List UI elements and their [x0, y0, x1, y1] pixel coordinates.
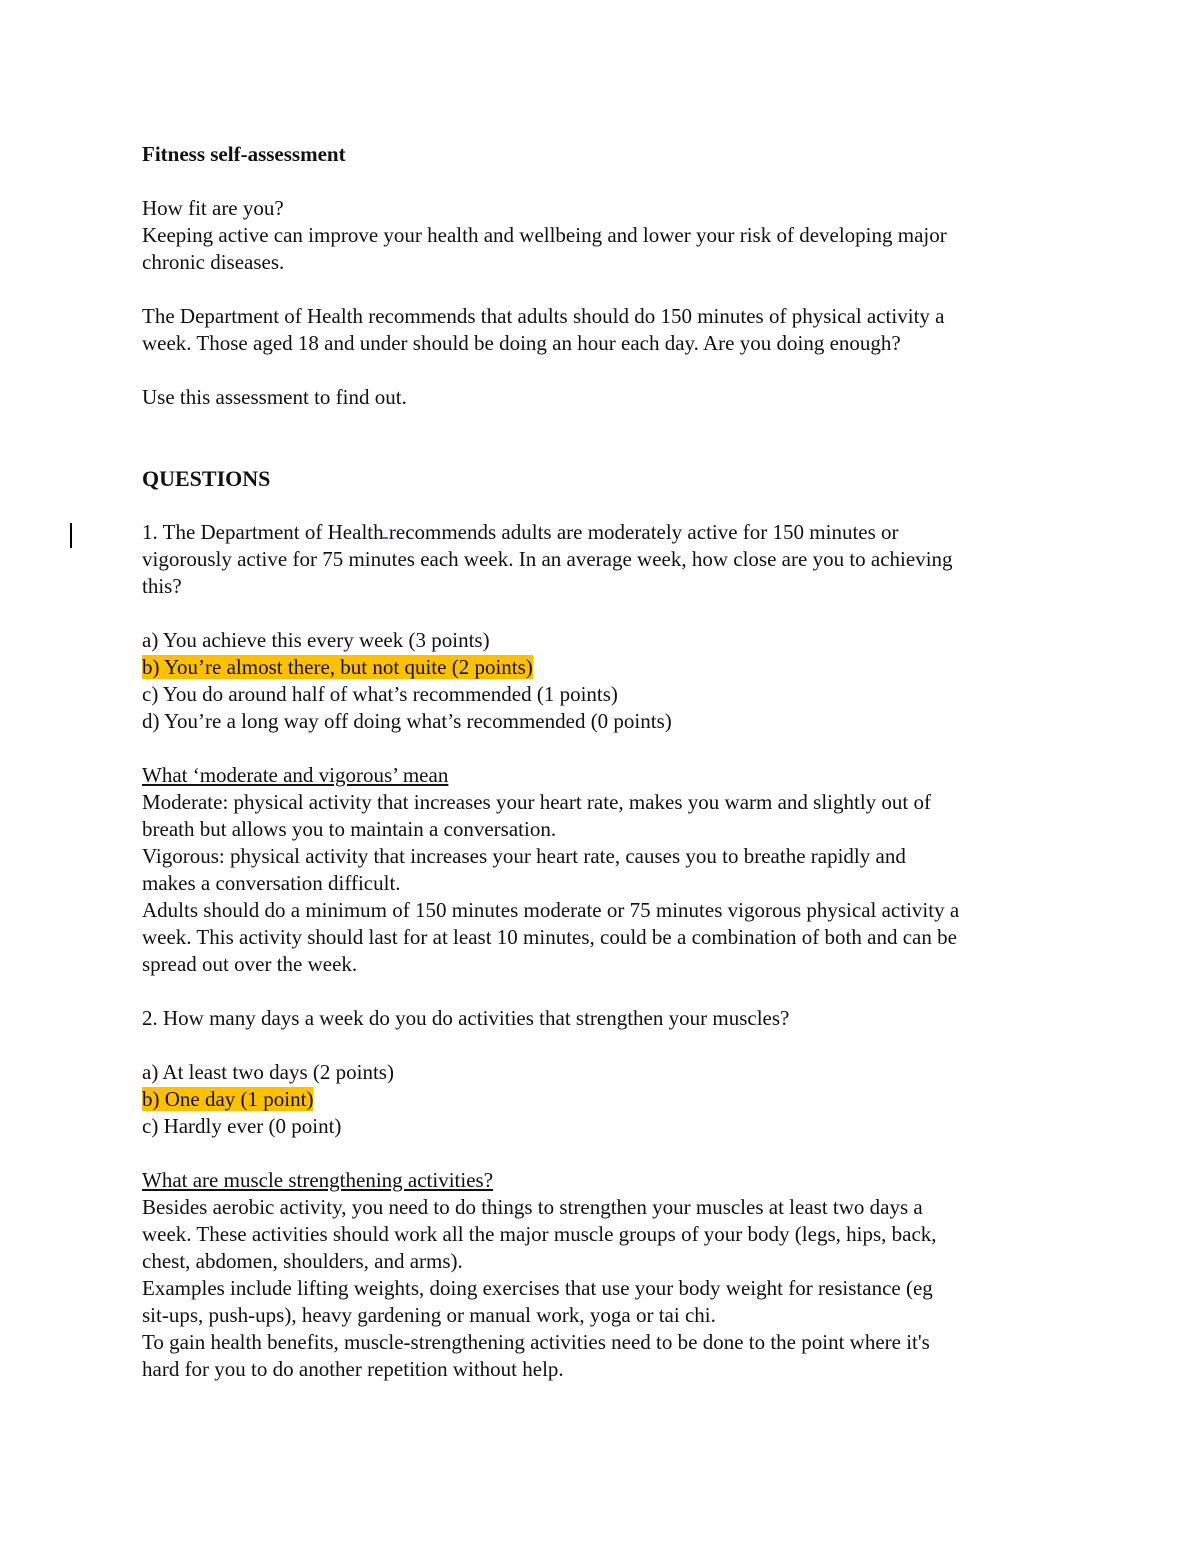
question-2-line: 2. How many days a week do you do activities that strengthen your muscles? [142, 1006, 790, 1030]
q1-note-line: Vigorous: physical activity that increases your heart rate, causes you to breathe rapidly and [142, 844, 906, 868]
intro-paragraph-line: Keeping active can improve your health and wellbeing and lower your risk of developing major [142, 223, 947, 247]
highlighted-answer: b) One day (1 point) [142, 1087, 314, 1111]
q2-option-c: c) Hardly ever (0 point) [142, 1114, 342, 1138]
document-title: Fitness self-assessment [142, 142, 346, 166]
q2-option-a: a) At least two days (2 points) [142, 1060, 394, 1084]
q2-note-line: sit-ups, push-ups), heavy gardening or manual work, yoga or tai chi. [142, 1303, 716, 1327]
recommendation-line: The Department of Health recommends that adults should do 150 minutes of physical activity a [142, 304, 945, 328]
q1-note-line: makes a conversation difficult. [142, 871, 401, 895]
revision-mark [382, 519, 388, 539]
assessment-prompt: Use this assessment to find out. [142, 385, 407, 409]
question-1-text-start: 1. The Department of Health [142, 520, 384, 544]
text-cursor [70, 523, 72, 548]
question-1-line [142, 519, 1072, 546]
q1-note-line: Adults should do a minimum of 150 minutes moderate or 75 minutes vigorous physical activity a [142, 898, 960, 922]
q2-note-line: chest, abdomen, shoulders, and arms). [142, 1249, 463, 1273]
q2-note-line: hard for you to do another repetition without help. [142, 1357, 564, 1381]
q2-note-line: To gain health benefits, muscle-strengthening activities need to be done to the point where it's [142, 1330, 930, 1354]
q1-option-c: c) You do around half of what’s recommended (1 points) [142, 682, 618, 706]
q2-note-line: Besides aerobic activity, you need to do things to strengthen your muscles at least two days a [142, 1195, 923, 1219]
recommendation-line: week. Those aged 18 and under should be doing an hour each day. Are you doing enough? [142, 331, 901, 355]
q1-note-heading: What ‘moderate and vigorous’ mean [142, 763, 449, 787]
document-page [142, 141, 1072, 1383]
question-1-line: this? [142, 574, 182, 598]
question-1-line: vigorously active for 75 minutes each week. In an average week, how close are you to achieving [142, 547, 953, 571]
q1-option-b-selected [142, 654, 1072, 681]
q1-note-line: breath but allows you to maintain a conversation. [142, 817, 557, 841]
q1-note-line: spread out over the week. [142, 952, 358, 976]
intro-paragraph-line: chronic diseases. [142, 250, 285, 274]
intro-question: How fit are you? [142, 196, 284, 220]
q2-note-line: week. These activities should work all the major muscle groups of your body (legs, hips, back, [142, 1222, 937, 1246]
question-1-text-end: recommends adults are moderately active for 150 minutes or [388, 520, 899, 544]
questions-heading: QUESTIONS [142, 466, 271, 491]
highlighted-answer: b) You’re almost there, but not quite (2 points) [142, 655, 533, 679]
q1-note-line: Moderate: physical activity that increases your heart rate, makes you warm and slightly out of [142, 790, 932, 814]
q1-note-line: week. This activity should last for at least 10 minutes, could be a combination of both and can be [142, 925, 957, 949]
q1-option-d: d) You’re a long way off doing what’s recommended (0 points) [142, 709, 672, 733]
q2-option-b-selected [142, 1086, 1072, 1113]
q2-note-heading: What are muscle strengthening activities? [142, 1168, 494, 1192]
q2-note-line: Examples include lifting weights, doing exercises that use your body weight for resistance (eg [142, 1276, 933, 1300]
q1-option-a: a) You achieve this every week (3 points) [142, 628, 490, 652]
